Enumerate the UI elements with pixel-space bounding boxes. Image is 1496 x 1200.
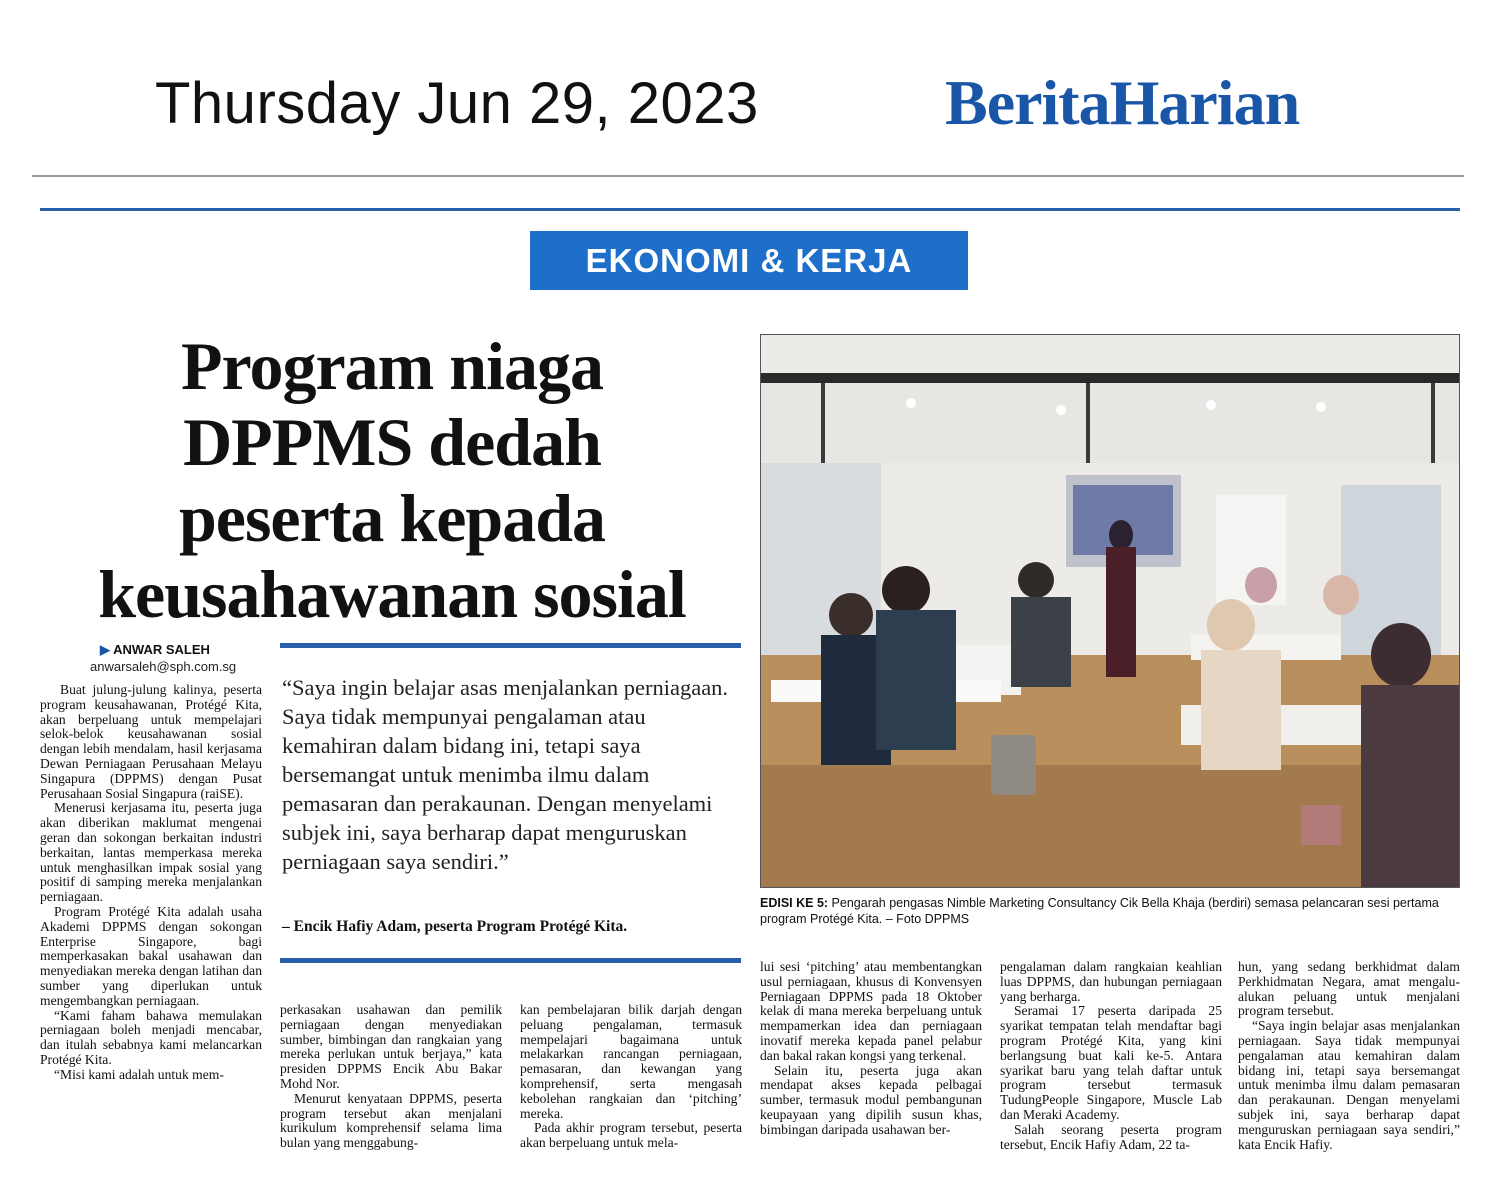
body-column-3 <box>520 1003 742 1151</box>
paragraph: pengalaman dalam rangkaian keahlian luas DPPMS, dan hubungan perniagaan yang berharga. <box>1000 959 1222 1004</box>
headline-line: keusahawanan sosial <box>98 556 686 632</box>
paragraph: Selain itu, peserta juga akan mendapat akses kepada pelbagai sumber, termasuk modul pembangunan keupayaan yang dipilih susun khas, bimbingan daripada usahawan ber- <box>760 1062 982 1137</box>
paragraph: lui sesi ‘pitching’ atau membentangkan usul perniagaan, khusus di Konvensyen Perniagaan DPPMS pada 18 Oktober kelak di mana mereka berpeluang untuk mempamerkan idea dan perniagaan inovatif mereka kepada panel pelabur dan bakal rakan kongsi yang terkenal. <box>760 959 982 1063</box>
paragraph: kan pembelajaran bilik darjah dengan peluang pengalaman, termasuk mempelajari bagaimana untuk melakarkan rancangan perniagaan, pemasaran, dan kewangan yang komprehensif, serta mengasah kebolehan rangkaian dan ‘pitching’ mereka. <box>520 1002 742 1121</box>
paragraph: Menurut kenyataan DPPMS, peserta program tersebut akan menjalani kurikulum komprehensif selama lima bulan yang menggabung- <box>280 1090 502 1151</box>
pullquote-top-rule <box>280 643 741 648</box>
body-column-1 <box>40 683 262 1083</box>
byline-arrow-icon: ▶ <box>100 642 114 657</box>
publication-date: Thursday Jun 29, 2023 <box>155 71 759 136</box>
header-divider <box>32 175 1464 177</box>
author-name: ANWAR SALEH <box>113 642 210 657</box>
body-column-2 <box>280 1003 502 1151</box>
pullquote: “Saya ingin belajar asas menjalankan perniagaan. Saya tidak mempunyai pengalaman atau kemahiran dalam bidang ini, tetapi saya bersemangat untuk menimba ilmu dalam pemasaran dan perakaunan. Dengan menyelami subjek ini, saya berharap dapat menguruskan perniagaan saya sendiri.” <box>282 675 729 874</box>
paragraph: Menerusi kerjasama itu, peserta juga akan diberikan maklumat mengenai geran dan sokongan berkaitan industri berkaitan, lantas memperkasa mereka untuk menghasilkan impak sosial yang positif di samping mereka menjalankan perniagaan. <box>40 800 262 905</box>
newspaper-logo: BeritaHarian <box>945 67 1300 138</box>
article-photo <box>760 334 1460 888</box>
body-column-4 <box>760 960 982 1138</box>
paragraph: Salah seorang peserta program tersebut, Encik Hafiy Adam, 22 ta- <box>1000 1121 1222 1152</box>
pullquote-attribution: – Encik Hafiy Adam, peserta Program Protégé Kita. <box>282 918 628 935</box>
paragraph: Seramai 17 peserta daripada 25 syarikat tempatan telah mendaftar bagi program Protégé Kita, yang kini berlangsung buat kali ke-5. Antara syarikat baru yang telah daftar untuk program tersebut termasuk TudungPeople Singapore, Muscle Lab dan Meraki Academy. <box>1000 1003 1222 1122</box>
author-email: anwarsaleh@sph.com.sg <box>90 659 237 674</box>
paragraph: perkasakan usahawan dan pemilik perniagaan dengan menyediakan sumber, bimbingan dan rangkaian yang mereka perlukan untuk berjaya,” kata presiden DPPMS Encik Abu Bakar Mohd Nor. <box>280 1002 502 1091</box>
paragraph: Buat julung-julung kalinya, peserta program keusahawanan, Protégé Kita, akan berpeluang untuk mempelajari selok-belok keusahawanan sosial dengan lebih mendalam, hasil kerjasama Dewan Perniagaan Perusahaan Melayu Singapura (DPPMS) dengan Pusat Perusahaan Sosial Singapura (raiSE). <box>40 682 262 801</box>
paragraph: Program Protégé Kita adalah usaha Akademi DPPMS dengan sokongan Enterprise Singapore, bagi memperkasakan bakal usahawan dan menyediakan mereka dengan latihan dan sumber yang diperlukan untuk mengembangkan perniagaan. <box>40 903 262 1008</box>
paragraph: “Kami faham bahawa memulakan perniagaan boleh menjadi mencabar, dan itulah sebabnya kami melancarkan Protégé Kita. <box>40 1007 262 1067</box>
classroom-photo-illustration <box>761 335 1460 888</box>
caption-lead: EDISI KE 5: <box>760 896 829 910</box>
body-column-6 <box>1238 960 1460 1152</box>
headline-line: DPPMS dedah <box>183 404 601 480</box>
body-column-5 <box>1000 960 1222 1152</box>
headline <box>40 328 744 632</box>
paragraph: hun, yang sedang berkhidmat dalam Perkhidmatan Negara, amat mengalu-alukan peluang untuk menjalani program tersebut. <box>1238 959 1460 1019</box>
section-rule <box>40 208 1460 211</box>
pullquote-bottom-rule <box>280 958 741 963</box>
paragraph: “Misi kami adalah untuk mem- <box>54 1066 224 1082</box>
caption-text: Pengarah pengasas Nimble Marketing Consultancy Cik Bella Khaja (berdiri) semasa pelancaran sesi pertama program Protégé Kita. – Foto DPPMS <box>760 896 1439 926</box>
section-label: EKONOMI & KERJA <box>530 231 968 290</box>
headline-line: Program niaga <box>180 328 604 404</box>
paragraph: “Saya ingin belajar asas menjalankan perniagaan. Saya tidak mempunyai pengalaman atau kemahiran dalam bidang ini, tetapi saya bersemangat untuk menimba ilmu dalam pemasaran dan perakaunan. Dengan menyelami subjek ini, saya berharap dapat menguruskan perniagaan saya sendiri,” kata Encik Hafiy. <box>1238 1018 1460 1152</box>
photo-caption <box>760 895 1460 927</box>
headline-line: peserta kepada <box>178 480 606 556</box>
paragraph: Pada akhir program tersebut, peserta akan berpeluang untuk mela- <box>520 1120 742 1151</box>
byline <box>100 642 210 658</box>
